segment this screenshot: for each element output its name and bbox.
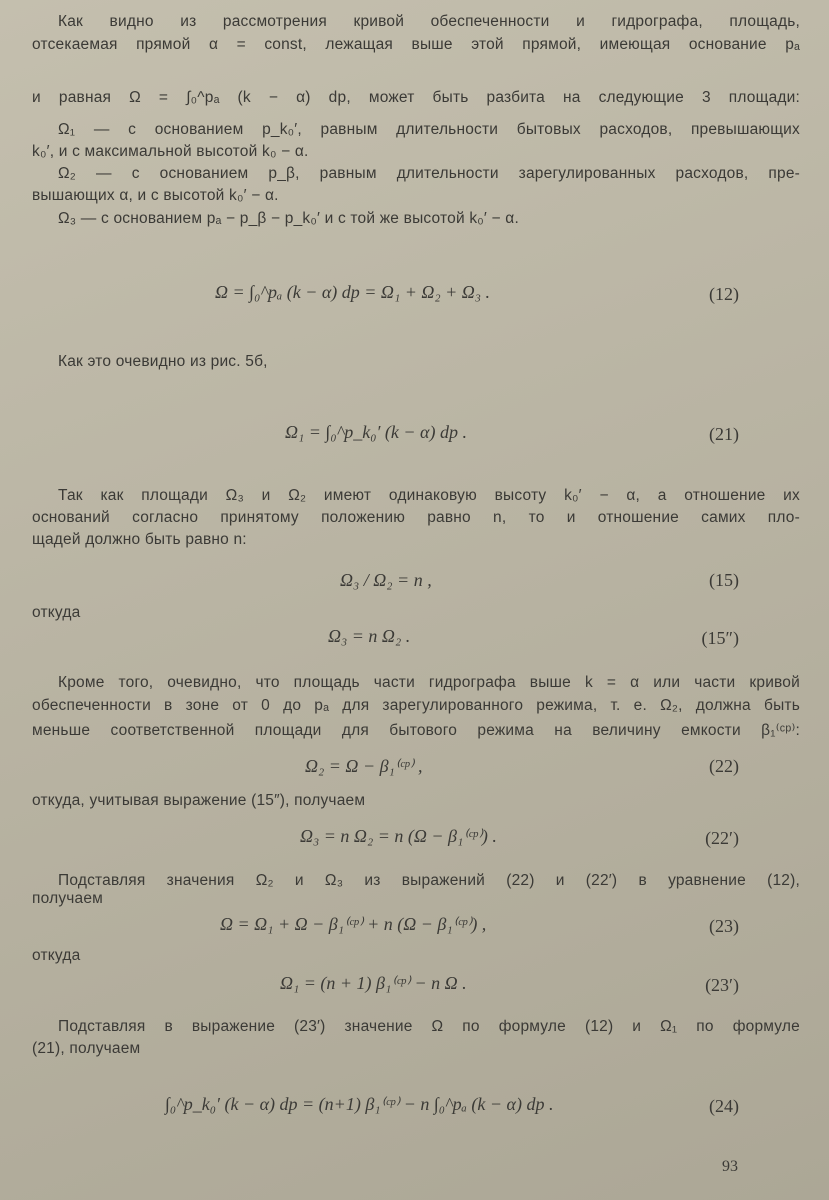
equation-number: (15″) [701, 628, 739, 648]
equation-21: Ω₁ = ∫₀^p_k₀′ (k − α) dp . [285, 422, 467, 442]
text-line: оснований согласно принятому положению равно n, то и отношение самих пло- [32, 509, 800, 526]
text-line: вышающих α, и с высотой k₀′ − α. [32, 187, 279, 204]
equation-24: ∫₀^p_k₀′ (k − α) dp = (n+1) β₁⁽ᶜᵖ⁾ − n ∫₀^pₐ (k − α) dp . [165, 1094, 554, 1114]
text-line: отсекаемая прямой α = const, лежащая выше этой прямой, имеющая основание pₐ [32, 36, 800, 53]
text-line: Так как площади Ω₃ и Ω₂ имеют одинаковую высоту k₀′ − α, а отношение их [58, 487, 800, 504]
text-line: и равная Ω = ∫₀^pₐ (k − α) dp, может быть разбита на следующие 3 площади: [32, 89, 800, 106]
page-number: 93 [722, 1158, 738, 1175]
equation-23: Ω = Ω₁ + Ω − β₁⁽ᶜᵖ⁾ + n (Ω − β₁⁽ᶜᵖ⁾) , [220, 914, 487, 934]
equation-number: (15) [709, 570, 739, 590]
equation-number: (24) [709, 1096, 739, 1116]
text-line: k₀′, и с максимальной высотой k₀ − α. [32, 143, 309, 160]
text-line: откуда [32, 947, 81, 964]
text-line: получаем [32, 890, 104, 907]
text-line: откуда [32, 604, 81, 621]
equation-number: (21) [709, 424, 739, 444]
equation-12: Ω = ∫₀^pₐ (k − α) dp = Ω₁ + Ω₂ + Ω₃ . [215, 282, 491, 302]
equation-23-prime: Ω₁ = (n + 1) β₁⁽ᶜᵖ⁾ − n Ω . [280, 973, 467, 993]
text-line: меньше соответственной площади для бытового режима на величину емкости β₁⁽ᶜᵖ⁾: [32, 722, 800, 739]
text-line: откуда, учитывая выражение (15″), получаем [32, 792, 366, 809]
text-line: Ω₂ — с основанием p_β, равным длительности зарегулированных расходов, пре- [58, 165, 800, 182]
equation-15: Ω₃ / Ω₂ = n , [340, 570, 432, 590]
text-line: Ω₃ — с основанием pₐ − p_β − p_k₀′ и с той же высотой k₀′ − α. [58, 210, 519, 227]
equation-number: (23′) [705, 975, 739, 995]
text-line: Подставляя значения Ω₂ и Ω₃ из выражений (22) и (22′) в уравнение (12), [58, 872, 800, 889]
text-line: Кроме того, очевидно, что площадь части гидрографа выше k = α или части кривой [58, 674, 800, 691]
equation-number: (12) [709, 284, 739, 304]
equation-number: (23) [709, 916, 739, 936]
text-line: Как это очевидно из рис. 5б, [58, 353, 268, 370]
text-line: Ω₁ — с основанием p_k₀′, равным длительности бытовых расходов, превышающих [58, 121, 800, 138]
text-line: щадей должно быть равно n: [32, 531, 247, 548]
text-line: (21), получаем [32, 1040, 141, 1057]
equation-number: (22′) [705, 828, 739, 848]
equation-22-prime: Ω₃ = n Ω₂ = n (Ω − β₁⁽ᶜᵖ⁾) . [300, 826, 497, 846]
text-line: Подставляя в выражение (23′) значение Ω по формуле (12) и Ω₁ по формуле [58, 1018, 800, 1035]
text-line: Как видно из рассмотрения кривой обеспеченности и гидрографа, площадь, [58, 13, 800, 30]
text-line: обеспеченности в зоне от 0 до pₐ для зарегулированного режима, т. е. Ω₂, должна быть [32, 697, 800, 714]
equation-15-double-prime: Ω₃ = n Ω₂ . [328, 626, 411, 646]
equation-22: Ω₂ = Ω − β₁⁽ᶜᵖ⁾ , [305, 756, 423, 776]
equation-number: (22) [709, 756, 739, 776]
